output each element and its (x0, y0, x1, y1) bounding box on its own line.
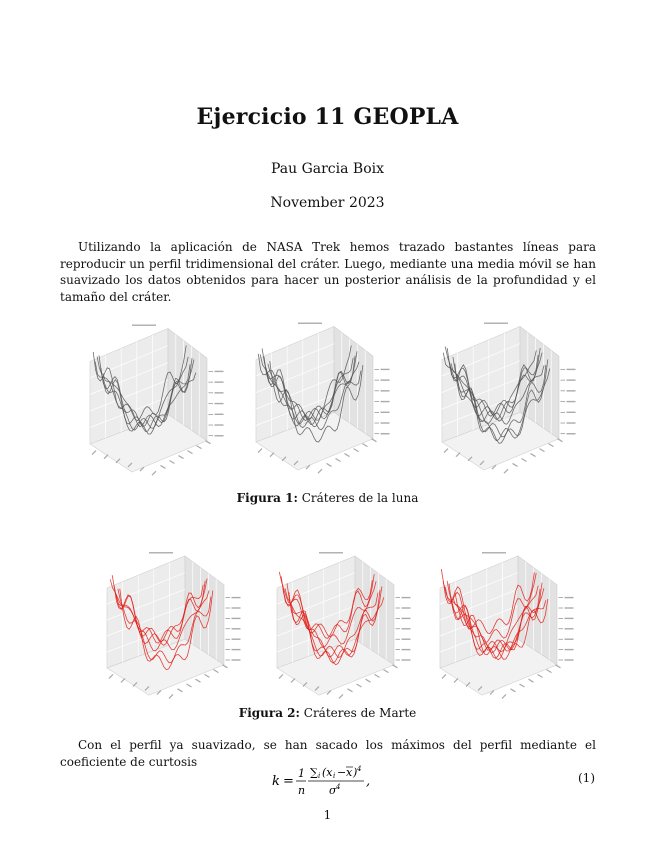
figure2-caption (0, 706, 655, 720)
figure2-label: Figura 2: (238, 706, 300, 720)
svg-text:4: 4 (336, 783, 341, 791)
svg-text:=: = (283, 774, 294, 789)
svg-text:,: , (366, 774, 371, 789)
paper-title: Ejercicio 11 GEOPLA (196, 104, 459, 130)
equation-number: (1) (578, 771, 595, 785)
moon-crater-plot-3 (430, 310, 580, 475)
svg-text:σ: σ (329, 784, 337, 797)
figure1-label: Figura 1: (236, 491, 298, 505)
svg-text:x: x (346, 766, 353, 779)
svg-text:−: − (337, 766, 347, 779)
svg-text:i: i (333, 772, 336, 780)
svg-text:k: k (272, 774, 280, 789)
intro-paragraph: Utilizando la aplicación de NASA Trek hemos trazado bastantes líneas para reproducir un perfil tridimensional del cráter. Luego, mediante una media móvil se han suavizado los datos obtenidos para hacer un posterior análisis de la profundidad y el tamaño del cráter. (60, 240, 596, 304)
author: Pau Garcia Boix (270, 161, 385, 177)
svg-text:4: 4 (357, 765, 362, 773)
svg-text:∑: ∑ (310, 766, 318, 779)
svg-text:): ) (353, 766, 358, 779)
svg-text:(x: (x (322, 766, 333, 779)
figure1-caption (0, 491, 655, 505)
svg-text:n: n (298, 784, 306, 797)
page-number: 1 (323, 808, 332, 822)
mars-crater-plot-3 (428, 540, 578, 700)
mars-crater-plot-1 (95, 540, 245, 700)
mars-crater-plot-2 (265, 540, 415, 700)
svg-text:i: i (318, 772, 321, 780)
kurtosis-paragraph: Con el perfil ya suavizado, se han sacado los máximos del perfil mediante el coeficiente de curtosis (60, 738, 596, 769)
date: November 2023 (270, 195, 385, 211)
figure2-text: Cráteres de Marte (299, 706, 417, 720)
figure1-text: Cráteres de la luna (297, 491, 419, 505)
moon-crater-plot-1 (78, 312, 228, 477)
kurtosis-equation (270, 763, 390, 803)
svg-text:1: 1 (298, 767, 305, 780)
moon-crater-plot-2 (244, 310, 394, 475)
